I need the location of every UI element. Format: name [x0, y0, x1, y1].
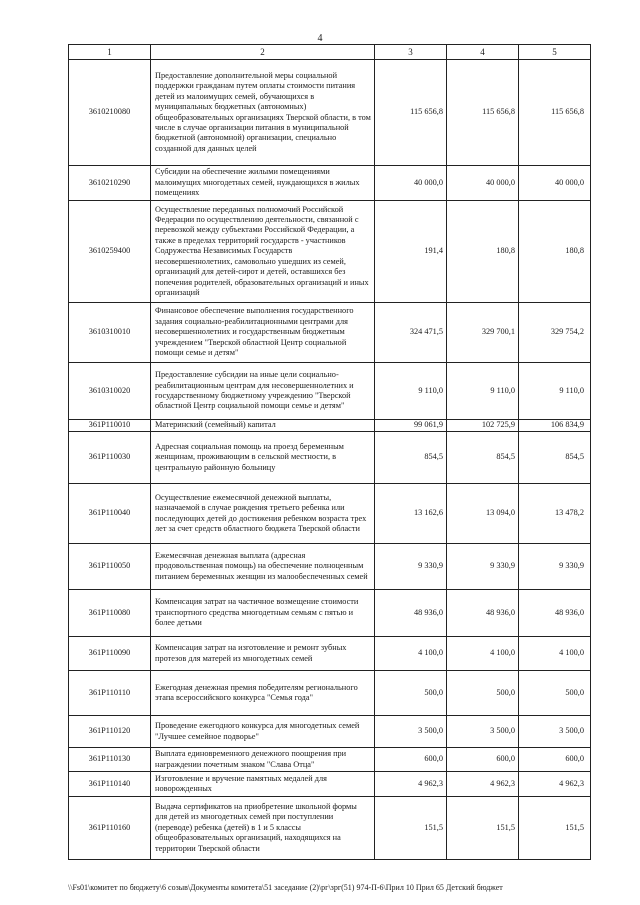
header-col-4: 4 — [447, 45, 519, 60]
row-value-col4: 9 110,0 — [447, 363, 519, 420]
row-value-col3: 48 936,0 — [375, 590, 447, 637]
row-description: Ежемесячная денежная выплата (адресная продовольственная помощь) на обеспечение полноценным питанием беременных женщин из малообеспеченных семей — [151, 544, 375, 590]
table-row — [69, 420, 591, 432]
row-value-col4: 500,0 — [447, 671, 519, 716]
row-value-col5: 600,0 — [519, 748, 591, 772]
row-value-col5: 329 754,2 — [519, 303, 591, 363]
row-code: 361P110090 — [69, 637, 151, 671]
row-value-col3: 40 000,0 — [375, 166, 447, 201]
row-description: Адресная социальная помощь на проезд беременным женщинам, проживающим в сельской местности, в центральную районную больницу — [151, 432, 375, 484]
row-value-col4: 102 725,9 — [447, 420, 519, 432]
row-code: 361P110130 — [69, 748, 151, 772]
row-code: 361P110120 — [69, 716, 151, 748]
row-value-col4: 40 000,0 — [447, 166, 519, 201]
row-code: 361P110030 — [69, 432, 151, 484]
row-value-col4: 4 100,0 — [447, 637, 519, 671]
row-description: Финансовое обеспечение выполнения государственного задания социально-реабилитационными центрами для несовершеннолетних и государственным бюджетным учреждением "Тверской областной Центр социальной помощи семье и детям" — [151, 303, 375, 363]
row-code: 3610210290 — [69, 166, 151, 201]
row-value-col4: 13 094,0 — [447, 484, 519, 544]
table-row — [69, 748, 591, 772]
row-code: 361P110110 — [69, 671, 151, 716]
row-value-col5: 151,5 — [519, 797, 591, 860]
row-value-col4: 854,5 — [447, 432, 519, 484]
row-description: Изготовление и вручение памятных медалей для новорожденных — [151, 772, 375, 797]
table-header-row — [69, 45, 591, 60]
row-value-col4: 48 936,0 — [447, 590, 519, 637]
row-description: Осуществление ежемесячной денежной выплаты, назначаемой в случае рождения третьего ребенка или последующих детей до достижения ребенком возраста трех лет за счет средств областного бюджета Тверской области — [151, 484, 375, 544]
row-description: Выплата единовременного денежного поощрения при награждении почетным знаком "Слава Отца" — [151, 748, 375, 772]
row-value-col3: 3 500,0 — [375, 716, 447, 748]
table-row — [69, 363, 591, 420]
row-value-col4: 3 500,0 — [447, 716, 519, 748]
row-value-col3: 4 962,3 — [375, 772, 447, 797]
page-number: 4 — [317, 33, 323, 44]
row-value-col3: 99 061,9 — [375, 420, 447, 432]
table-row — [69, 797, 591, 860]
row-description: Субсидии на обеспечение жилыми помещениями малоимущих многодетных семей, нуждающихся в жилых помещениях — [151, 166, 375, 201]
table-row — [69, 60, 591, 166]
row-code: 361P110080 — [69, 590, 151, 637]
row-value-col5: 4 100,0 — [519, 637, 591, 671]
table-row — [69, 544, 591, 590]
row-value-col5: 9 330,9 — [519, 544, 591, 590]
row-value-col3: 191,4 — [375, 201, 447, 303]
row-value-col5: 180,8 — [519, 201, 591, 303]
table-row — [69, 772, 591, 797]
header-col-5: 5 — [519, 45, 591, 60]
row-value-col4: 4 962,3 — [447, 772, 519, 797]
row-code: 361P110140 — [69, 772, 151, 797]
file-path-footer: \\Fs01\комитет по бюджету\6 созыв\Документы комитета\51 заседание (2)\рг\зрг(51) 974-П-6\Прил 10 Прил 65 Детский бюджет — [68, 883, 503, 892]
row-code: 361P110010 — [69, 420, 151, 432]
row-value-col3: 324 471,5 — [375, 303, 447, 363]
row-value-col3: 854,5 — [375, 432, 447, 484]
table-row — [69, 166, 591, 201]
row-value-col5: 48 936,0 — [519, 590, 591, 637]
row-value-col4: 600,0 — [447, 748, 519, 772]
row-description: Предоставление дополнительной меры социальной поддержки гражданам путем оплаты стоимости питания детей из малоимущих семей, обучающихся в муниципальных бюджетных (автономных) общеобразовательных организациях Тверской области, в том числе в случае организации питания в муниципальной бюджетной (автономной) организации, специально созданной для данных целей — [151, 60, 375, 166]
row-description: Предоставление субсидии на иные цели социально-реабилитационным центрам для несовершеннолетних и государственному бюджетному учреждению "Тверской областной Центр социальной помощи семье и детям" — [151, 363, 375, 420]
row-value-col4: 115 656,8 — [447, 60, 519, 166]
row-value-col4: 180,8 — [447, 201, 519, 303]
row-value-col5: 13 478,2 — [519, 484, 591, 544]
row-value-col4: 151,5 — [447, 797, 519, 860]
row-description: Выдача сертификатов на приобретение школьной формы для детей из многодетных семей при поступлении (переводе) ребенка (детей) в 1 и 5 классы общеобразовательных организаций, находящихся на территории Тверской области — [151, 797, 375, 860]
row-code: 361P110160 — [69, 797, 151, 860]
table-row — [69, 716, 591, 748]
row-value-col5: 40 000,0 — [519, 166, 591, 201]
header-col-1: 1 — [69, 45, 151, 60]
header-col-3: 3 — [375, 45, 447, 60]
row-description: Компенсация затрат на частичное возмещение стоимости транспортного средства многодетным семьям с пятью и более детьми — [151, 590, 375, 637]
row-value-col3: 115 656,8 — [375, 60, 447, 166]
row-value-col3: 151,5 — [375, 797, 447, 860]
row-code: 3610310010 — [69, 303, 151, 363]
budget-table — [68, 44, 591, 860]
table-row — [69, 303, 591, 363]
row-description: Осуществление переданных полномочий Российской Федерации по осуществлению деятельности, связанной с перевозкой между субъектами Российской Федерации, а также в пределах территорий государств - участников Содружества Независимых Государств несовершеннолетних, самовольно ушедших из семей, организаций для детей-сирот и детей, оставшихся без попечения родителей, образовательных организаций и иных организаций — [151, 201, 375, 303]
row-description: Ежегодная денежная премия победителям регионального этапа всероссийского конкурса "Семья года" — [151, 671, 375, 716]
row-value-col3: 9 110,0 — [375, 363, 447, 420]
row-value-col4: 9 330,9 — [447, 544, 519, 590]
row-code: 3610210080 — [69, 60, 151, 166]
row-value-col4: 329 700,1 — [447, 303, 519, 363]
row-value-col5: 115 656,8 — [519, 60, 591, 166]
row-code: 3610310020 — [69, 363, 151, 420]
row-description: Компенсация затрат на изготовление и ремонт зубных протезов для матерей из многодетных семей — [151, 637, 375, 671]
table-row — [69, 590, 591, 637]
table-row — [69, 484, 591, 544]
row-value-col5: 106 834,9 — [519, 420, 591, 432]
row-value-col3: 4 100,0 — [375, 637, 447, 671]
row-value-col5: 4 962,3 — [519, 772, 591, 797]
table-row — [69, 671, 591, 716]
row-value-col5: 500,0 — [519, 671, 591, 716]
row-value-col3: 600,0 — [375, 748, 447, 772]
row-value-col5: 3 500,0 — [519, 716, 591, 748]
row-value-col3: 9 330,9 — [375, 544, 447, 590]
row-code: 361P110050 — [69, 544, 151, 590]
row-description: Проведение ежегодного конкурса для многодетных семей "Лучшее семейное подворье" — [151, 716, 375, 748]
row-value-col3: 13 162,6 — [375, 484, 447, 544]
table-row — [69, 432, 591, 484]
row-code: 3610259400 — [69, 201, 151, 303]
table-row — [69, 637, 591, 671]
row-value-col3: 500,0 — [375, 671, 447, 716]
header-col-2: 2 — [151, 45, 375, 60]
table-row — [69, 201, 591, 303]
row-code: 361P110040 — [69, 484, 151, 544]
row-value-col5: 854,5 — [519, 432, 591, 484]
row-value-col5: 9 110,0 — [519, 363, 591, 420]
row-description: Материнский (семейный) капитал — [151, 420, 375, 432]
